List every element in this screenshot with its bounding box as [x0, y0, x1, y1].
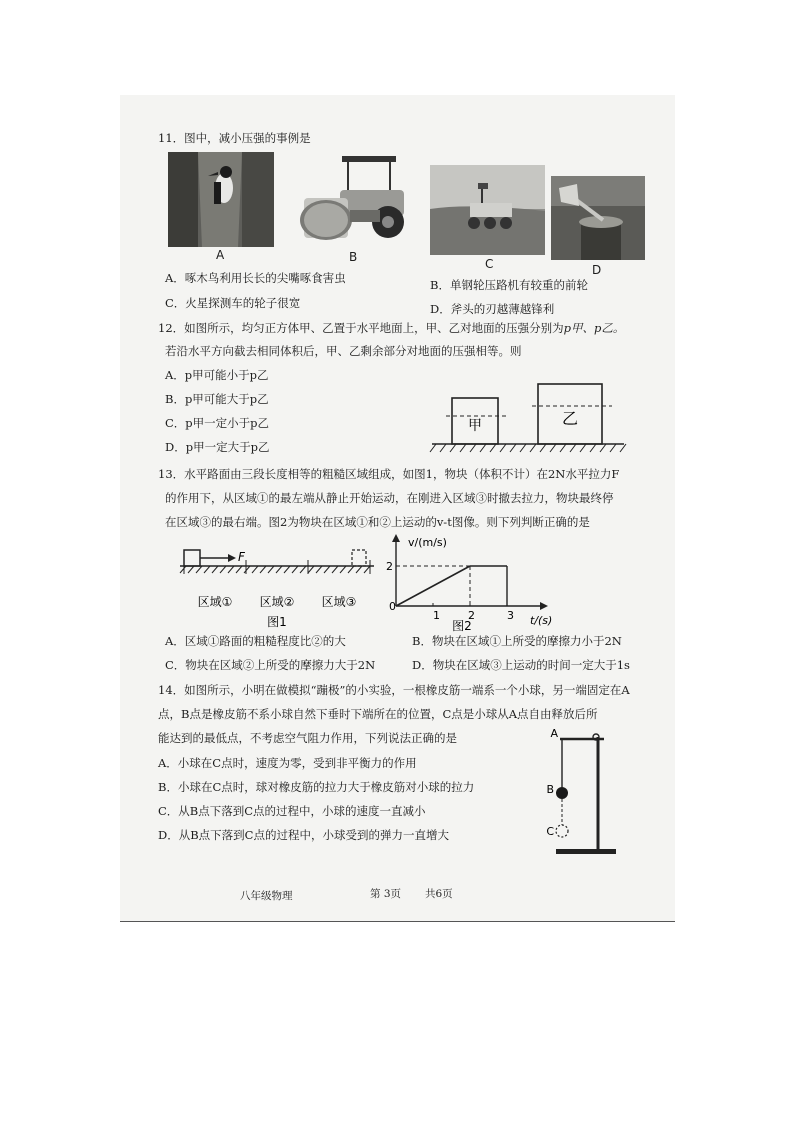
- region-2-label: 区域②: [259, 595, 295, 609]
- x-tick-2: 2: [468, 609, 475, 622]
- q12-option-a: A．p甲可能小于p乙: [165, 368, 269, 382]
- q11-caption-c: C: [485, 257, 494, 271]
- q14-option-d: D．从B点下落到C点的过程中，小球受到的弹力一直增大: [158, 828, 449, 842]
- q13-option-d: D．物块在区域③上运动的时间一定大于1s: [412, 658, 630, 672]
- y-axis-label: v/(m/s): [408, 536, 447, 549]
- q12-option-c: C．p甲一定小于p乙: [165, 416, 270, 430]
- x-axis-arrow: [540, 602, 548, 610]
- q13-option-c: C．物块在区域②上所受的摩擦力大于2N: [165, 658, 376, 672]
- q14-bungee-figure: [540, 725, 620, 865]
- q14-stem-line3: 能达到的最低点，不考虑空气阻力作用，下列说法正确的是: [158, 731, 457, 745]
- point-b-label: B: [546, 783, 554, 796]
- q13-stem-line1: 13．水平路面由三段长度相等的粗糙区域组成，如图1，物块（体积不计）在2N水平拉力F: [158, 467, 620, 481]
- q14-option-a: A．小球在C点时，速度为零，受到非平衡力的作用: [158, 756, 417, 770]
- point-c-label: C: [546, 825, 554, 838]
- q13-stem-line3: 在区域③的最右端。图2为物块在区域①和②上运动的v-t图像。则下列判断正确的是: [165, 515, 590, 529]
- force-arrowhead: [228, 554, 236, 562]
- block-final-position: [352, 550, 366, 566]
- region-3-label: 区域③: [321, 595, 357, 609]
- q14-option-c: C．从B点下落到C点的过程中，小球的速度一直减小: [158, 804, 426, 818]
- ball-at-c: [556, 825, 568, 837]
- road-hatching: [180, 566, 370, 573]
- q11-caption-d: D: [592, 263, 602, 277]
- q13-stem-line2: 的作用下，从区域①的最左端从静止开始运动，在刚进入区域③时撤去拉力，物块最终停: [165, 491, 614, 505]
- mars-rover-photo: [430, 165, 545, 255]
- ground-hatching: [430, 444, 626, 452]
- q11-option-b: B．单钢轮压路机有较重的前轮: [430, 278, 588, 292]
- x-tick-3: 3: [507, 609, 514, 622]
- q11-option-d: D．斧头的刃越薄越锋利: [430, 302, 555, 316]
- q12-option-b: B．p甲可能大于p乙: [165, 392, 269, 406]
- x-tick-1: 1: [433, 609, 440, 622]
- woodpecker-photo: [168, 152, 274, 247]
- page-bottom-edge: [120, 921, 675, 922]
- q11-stem: 11．图中，减小压强的事例是: [158, 131, 311, 145]
- x-axis-label: t/(s): [530, 614, 553, 627]
- q11-option-a: A．啄木鸟利用长长的尖嘴啄食害虫: [165, 271, 346, 285]
- q14-stem-line2: 点，B点是橡皮筋不系小球自然下垂时下端所在的位置，C点是小球从A点自由释放后所: [158, 707, 598, 721]
- vt-segment-1: [396, 566, 470, 606]
- region-1-label: 区域①: [197, 595, 233, 609]
- q12-stem-line2: 若沿水平方向截去相同体积后，甲、乙剩余部分对地面的压强相等。则: [165, 344, 522, 358]
- footer-subject: 八年级物理: [240, 890, 293, 902]
- footer-total: 共6页: [425, 888, 453, 900]
- point-a-label: A: [550, 727, 558, 740]
- q12-figure: [428, 378, 628, 454]
- x-tick-0: 0: [389, 600, 396, 613]
- axe-photo: [551, 176, 645, 260]
- force-label: F: [238, 550, 245, 564]
- q12-option-d: D．p甲一定大于p乙: [165, 440, 270, 454]
- q11-caption-b: B: [349, 250, 358, 264]
- stand-base: [556, 849, 616, 854]
- y-tick-2: 2: [386, 560, 393, 573]
- q14-option-b: B．小球在C点时，球对橡皮筋的拉力大于橡皮筋对小球的拉力: [158, 780, 475, 794]
- q13-figure1: [178, 540, 378, 630]
- fig1-caption: 图1: [267, 615, 287, 629]
- y-axis-arrow: [392, 534, 400, 542]
- q13-option-b: B．物块在区域①上所受的摩擦力小于2N: [412, 634, 622, 648]
- block: [184, 550, 200, 566]
- q11-caption-a: A: [216, 248, 225, 262]
- label-jia: 甲: [468, 418, 482, 434]
- label-yi: 乙: [561, 409, 579, 428]
- road-roller-image: [290, 152, 413, 250]
- q11-option-c: C．火星探测车的轮子很宽: [165, 296, 301, 310]
- q13-option-a: A．区域①路面的粗糙程度比②的大: [165, 634, 346, 648]
- q13-figure2-vt-graph: [380, 532, 560, 632]
- ball-at-b: [556, 787, 568, 799]
- q14-stem-line1: 14．如图所示，小明在做模拟“蹦极”的小实验，一根橡皮筋一端系一个小球，另一端固定在A: [158, 683, 630, 697]
- q12-stem-line1: 12．如图所示，均匀正方体甲、乙置于水平地面上，甲、乙对地面的压强分别为p甲、p乙。: [158, 321, 625, 335]
- fig2-caption: 图2: [452, 619, 472, 632]
- footer-page: 第 3页: [370, 888, 402, 900]
